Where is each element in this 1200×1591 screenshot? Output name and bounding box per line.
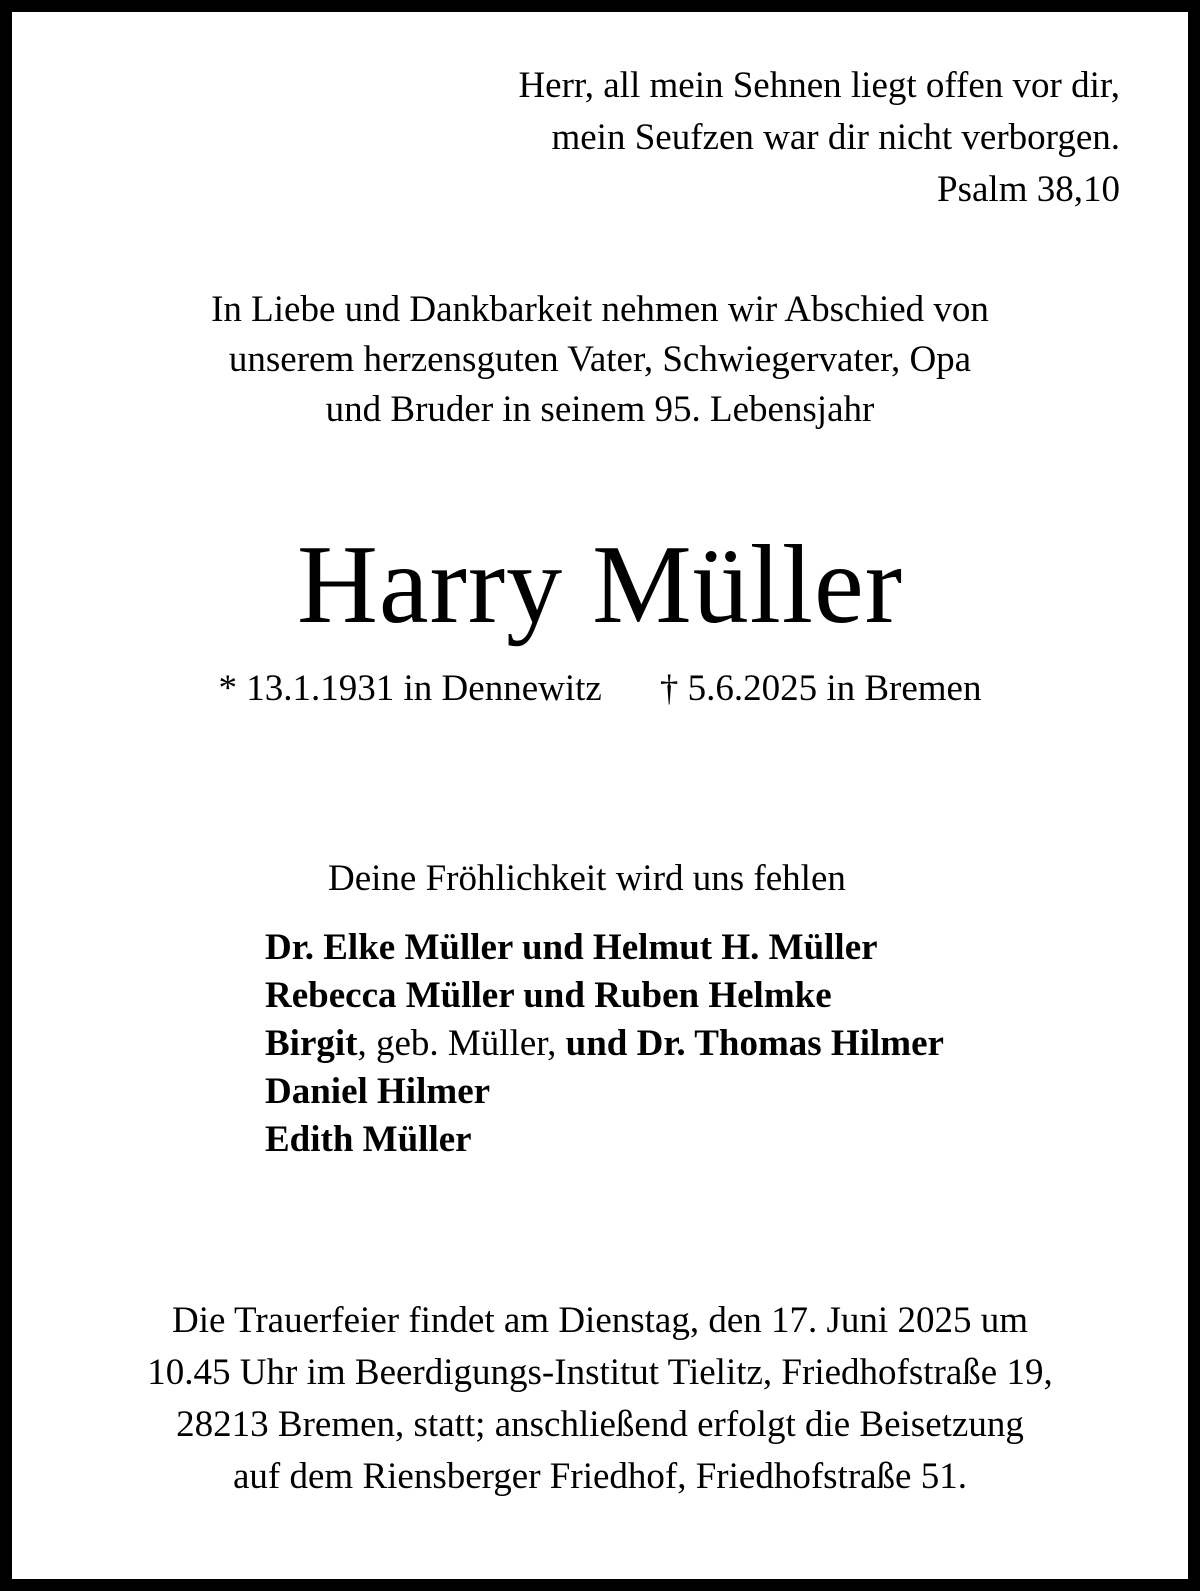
bible-verse bbox=[518, 60, 1120, 216]
birth-date: * 13.1.1931 in Dennewitz bbox=[218, 668, 602, 709]
service-line-1: Die Trauerfeier findet am Dienstag, den 17. Juni 2025 um bbox=[172, 1300, 1028, 1341]
service-line-3: 28213 Bremen, statt; anschließend erfolgt die Beisetzung bbox=[176, 1404, 1024, 1445]
mourner-line-3-maiden: , geb. Müller, bbox=[357, 1023, 557, 1064]
life-dates bbox=[12, 664, 1188, 714]
service-info bbox=[12, 1295, 1188, 1503]
mourner-line-3-name: Birgit bbox=[265, 1023, 358, 1064]
mourner-line-3 bbox=[265, 1020, 944, 1068]
verse-line-2: mein Seufzen war dir nicht verborgen. bbox=[551, 117, 1120, 158]
verse-reference: Psalm 38,10 bbox=[937, 169, 1120, 210]
mourners-list bbox=[265, 924, 944, 1164]
intro-text bbox=[12, 285, 1188, 435]
intro-line-1: In Liebe und Dankbarkeit nehmen wir Abschied von bbox=[211, 289, 989, 330]
intro-line-3: und Bruder in seinem 95. Lebensjahr bbox=[325, 389, 875, 430]
service-line-2: 10.45 Uhr im Beerdigungs-Institut Tielitz, Friedhofstraße 19, bbox=[147, 1352, 1053, 1393]
intro-line-2: unserem herzensguten Vater, Schwiegervater, Opa bbox=[228, 339, 972, 380]
service-line-4: auf dem Riensberger Friedhof, Friedhofstraße 51. bbox=[233, 1456, 967, 1497]
mourner-line-5: Edith Müller bbox=[265, 1119, 472, 1160]
mourner-line-2: Rebecca Müller und Ruben Helmke bbox=[265, 975, 832, 1016]
mourner-line-4: Daniel Hilmer bbox=[265, 1071, 491, 1112]
farewell-line: Deine Fröhlichkeit wird uns fehlen bbox=[328, 858, 846, 899]
deceased-name: Harry Müller bbox=[296, 523, 903, 647]
verse-line-1: Herr, all mein Sehnen liegt offen vor dir, bbox=[518, 65, 1120, 106]
mourner-line-3-partner: und Dr. Thomas Hilmer bbox=[556, 1023, 944, 1064]
mourner-line-1: Dr. Elke Müller und Helmut H. Müller bbox=[265, 927, 878, 968]
death-date: † 5.6.2025 in Bremen bbox=[659, 668, 982, 709]
